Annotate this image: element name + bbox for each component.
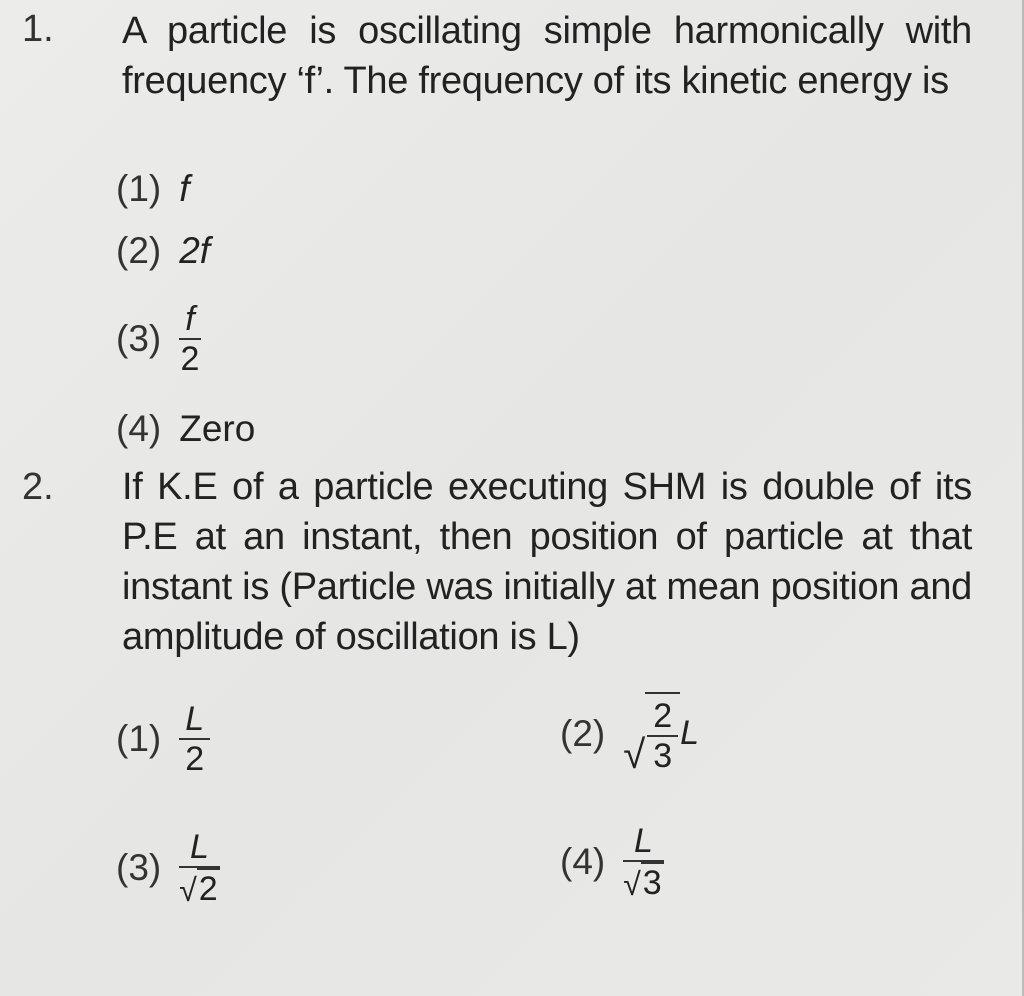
option-4[interactable] [116, 408, 255, 450]
question-stem: If K.E of a particle executing SHM is double of its P.E at an instant, then position of particle at that instant is (Particle was initially at mean position and amplitude of oscillation is L) [122, 466, 972, 658]
fraction [179, 828, 219, 908]
option-value: Zero [179, 408, 256, 449]
question-stem: A particle is oscillating simple harmonically with frequency ‘f’. The frequency of its kinetic energy is [122, 10, 972, 102]
option-label: (4) [560, 841, 606, 882]
option-3[interactable] [116, 300, 201, 378]
radicand [645, 692, 680, 775]
option-label: (4) [116, 408, 162, 449]
radical-icon: √ [623, 866, 641, 902]
fraction [647, 697, 678, 775]
numerator: f [185, 300, 195, 338]
option-label: (1) [116, 718, 162, 759]
radicand: 3 [642, 864, 662, 902]
option-value: f [179, 168, 190, 209]
option-label: (1) [116, 168, 162, 209]
question-number: 1. [22, 8, 54, 50]
option-label: (2) [560, 712, 606, 754]
radicand: 2 [198, 870, 218, 908]
option-1[interactable] [116, 168, 190, 210]
fraction [179, 300, 200, 378]
numerator: L [634, 822, 653, 860]
option-label: (3) [116, 847, 162, 888]
option-2[interactable] [116, 230, 210, 272]
fraction [623, 822, 663, 902]
radical-icon: √ [623, 733, 646, 777]
radical-icon: √ [179, 872, 197, 908]
option-3[interactable] [116, 828, 220, 908]
option-1[interactable] [116, 700, 210, 778]
square-root [179, 868, 219, 908]
option-4[interactable] [560, 822, 664, 902]
numerator: L [190, 828, 209, 866]
option-value: 2f [179, 230, 211, 271]
square-root [623, 692, 680, 775]
option-label: (2) [116, 230, 162, 271]
denominator: 2 [180, 340, 200, 378]
denominator: 2 [185, 740, 205, 778]
question-number: 2. [22, 466, 54, 508]
option-label: (3) [116, 318, 162, 359]
numerator: 2 [653, 697, 673, 735]
suffix: L [680, 714, 700, 752]
denominator: 3 [653, 737, 673, 775]
fraction [179, 700, 210, 778]
numerator: L [185, 700, 205, 738]
square-root [623, 862, 663, 902]
option-2[interactable] [560, 692, 699, 775]
